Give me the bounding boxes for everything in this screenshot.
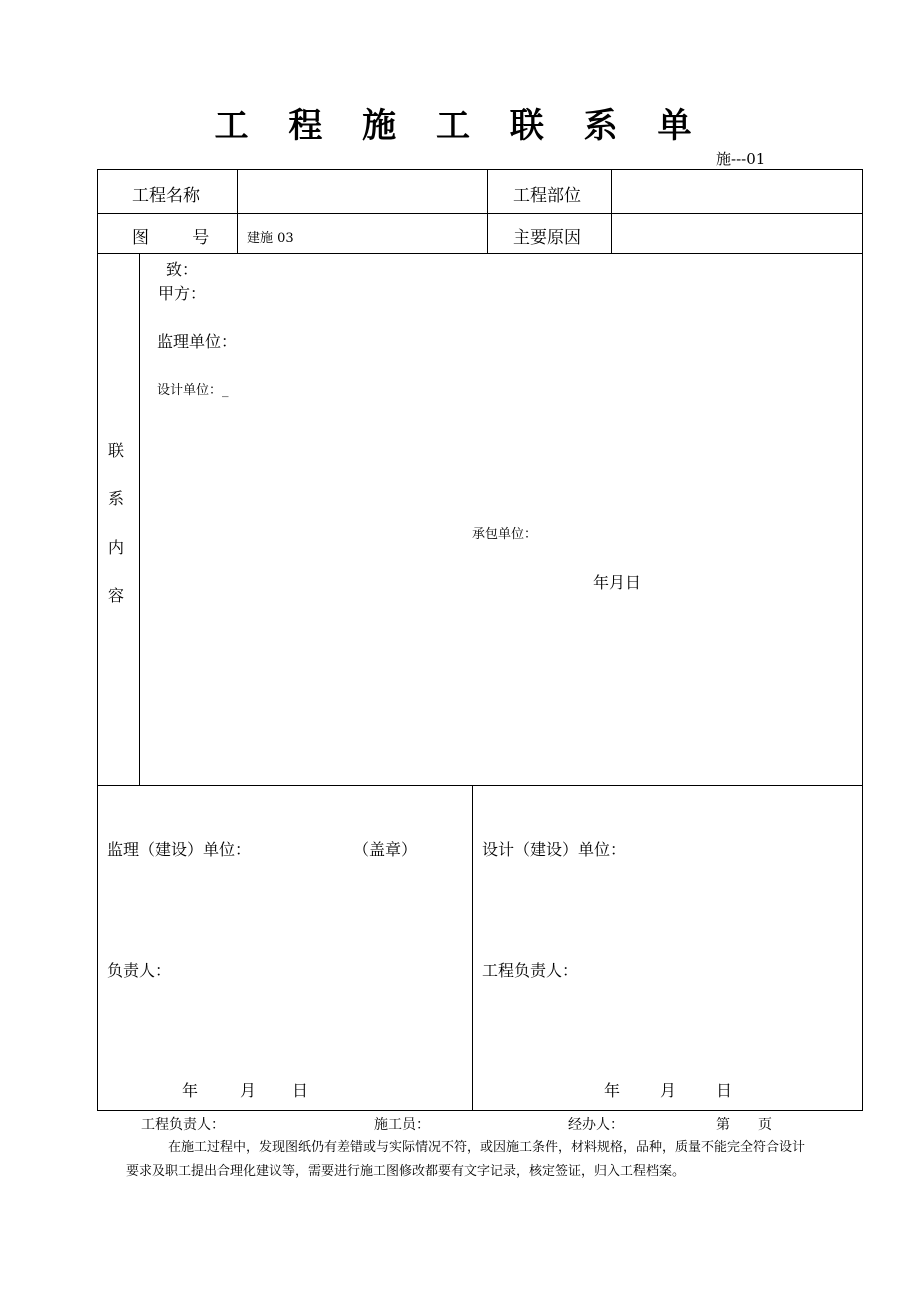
form-title: 工 程 施 工 联 系 单 [214, 106, 706, 146]
drawing-no-value[interactable]: 建施 03 [247, 231, 294, 246]
footer-note-line-1: 在施工过程中，发现图纸仍有差错或与实际情况不符，或因施工条件，材料规格，品种，质量不能完全符合设计 [168, 1140, 806, 1155]
sign-right-person: 工程负责人： [482, 961, 579, 980]
sign-left-day: 日 [292, 1081, 309, 1100]
sign-right-unit: 设计（建设）单位： [482, 840, 627, 859]
sign-right-day: 日 [716, 1081, 733, 1100]
footer-handler: 经办人： [568, 1117, 624, 1133]
side-label-char-4: 容 [108, 586, 125, 605]
sign-left-stamp: （盖章） [353, 840, 418, 859]
sign-left-person: 负责人： [107, 961, 172, 980]
footer-page-prefix: 第 [716, 1117, 730, 1133]
side-label-char-1: 联 [108, 441, 125, 460]
main-reason-label: 主要原因 [513, 228, 581, 248]
content-party-a: 甲方： [158, 284, 207, 303]
footer-project-lead: 工程负责人： [141, 1117, 225, 1133]
footer-constructor: 施工员： [374, 1117, 430, 1133]
footer-note-line-2: 要求及职工提出合理化建议等，需要进行施工图修改都要有文字记录，核定签证，归入工程档案。 [126, 1164, 686, 1179]
sign-left-unit: 监理（建设）单位： [107, 840, 252, 859]
side-label-char-2: 系 [108, 489, 125, 508]
side-label-char-3: 内 [108, 538, 125, 557]
sign-right-month: 月 [660, 1081, 677, 1100]
content-designer: 设计单位：_ [157, 383, 229, 398]
footer-page-suffix: 页 [758, 1117, 772, 1133]
content-supervisor: 监理单位： [157, 332, 238, 351]
drawing-no-label: 图 号 [132, 228, 210, 248]
sign-left-month: 月 [240, 1081, 257, 1100]
content-date: 年月日 [593, 573, 642, 592]
content-to: 致： [166, 260, 199, 279]
project-name-label: 工程名称 [132, 186, 200, 206]
project-part-label: 工程部位 [513, 186, 581, 206]
content-contractor: 承包单位： [472, 527, 538, 542]
sign-left-year: 年 [182, 1081, 199, 1100]
form-code: 施---01 [716, 150, 766, 168]
sign-right-year: 年 [604, 1081, 621, 1100]
